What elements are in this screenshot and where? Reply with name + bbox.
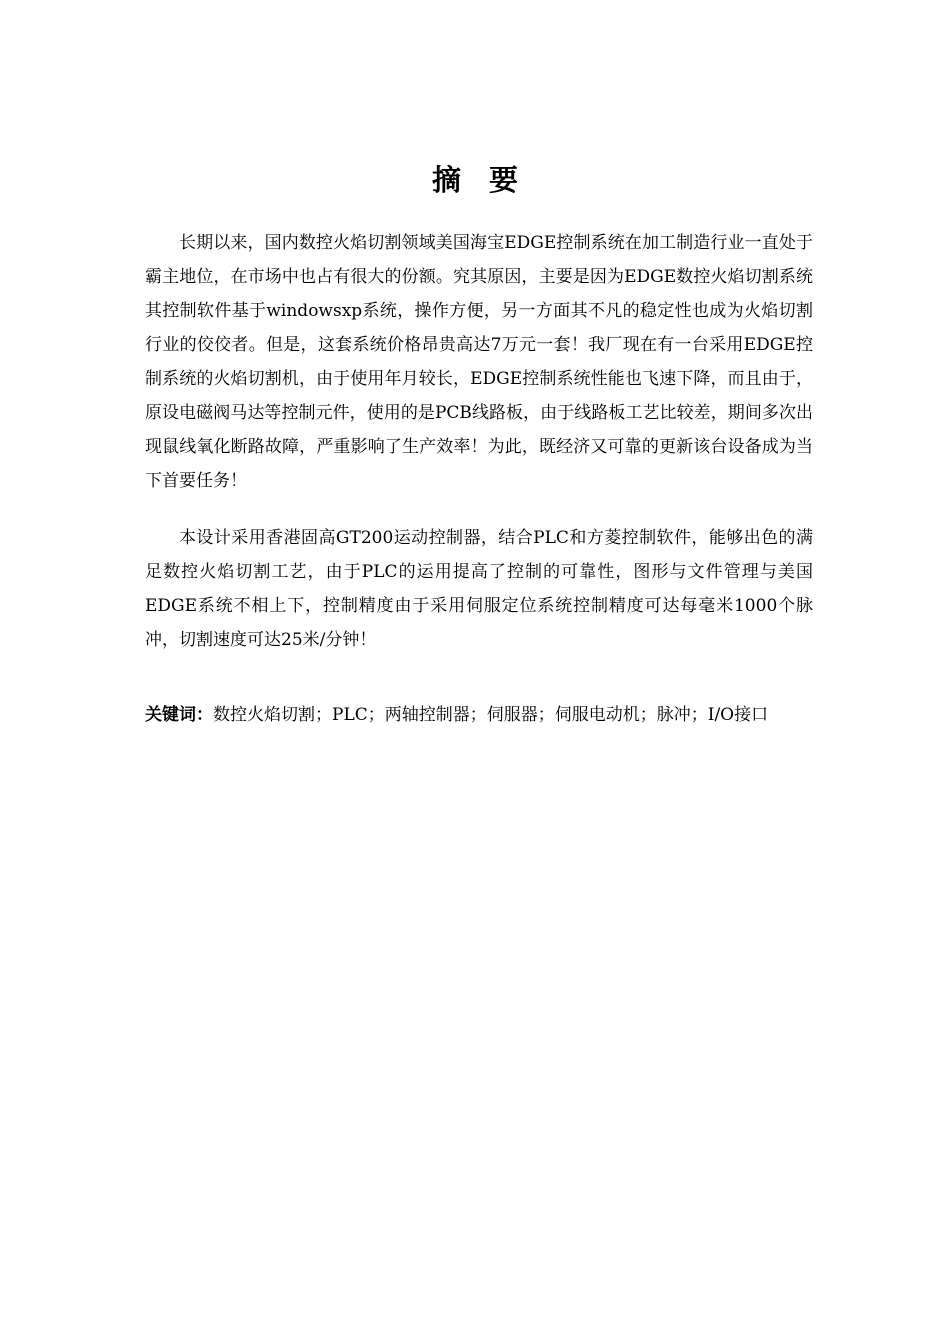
abstract-title-right: 要 xyxy=(489,163,519,197)
keywords-text: 数控火焰切割；PLC；两轴控制器；伺服器；伺服电动机；脉冲；I/O接口 xyxy=(213,705,769,725)
abstract-paragraph-1: 长期以来，国内数控火焰切割领域美国海宝EDGE控制系统在加工制造行业一直处于霸主地位，在市场中也占有很大的份额。究其原因，主要是因为EDGE数控火焰切割系统其控制软件基于windowsxp系统，操作方便，另一方面其不凡的稳定性也成为火焰切割行业的佼佼者。但是，这套系统价格昂贵高达7万元一套！我厂现在有一台采用EDGE控制系统的火焰切割机，由于使用年月较长，EDGE控制系统性能也飞速下降，而且由于，原设电磁阀马达等控制元件，使用的是PCB线路板，由于线路板工艺比较差，期间多次出现鼠线氧化断路故障，严重影响了生产效率！为此，既经济又可靠的更新该台设备成为当下首要任务！ xyxy=(145,233,813,491)
keywords-label: 关键词： xyxy=(145,705,213,725)
keywords-line xyxy=(145,698,813,732)
abstract-title xyxy=(0,158,950,199)
abstract-title-left: 摘 xyxy=(431,163,461,197)
abstract-paragraph-2: 本设计采用香港固高GT200运动控制器，结合PLC和方菱控制软件，能够出色的满足数控火焰切割工艺，由于PLC的运用提高了控制的可靠性，图形与文件管理与美国EDGE系统不相上下，控制精度由于采用伺服定位系统控制精度可达每毫米1000个脉冲，切割速度可达25米/分钟！ xyxy=(145,528,813,650)
